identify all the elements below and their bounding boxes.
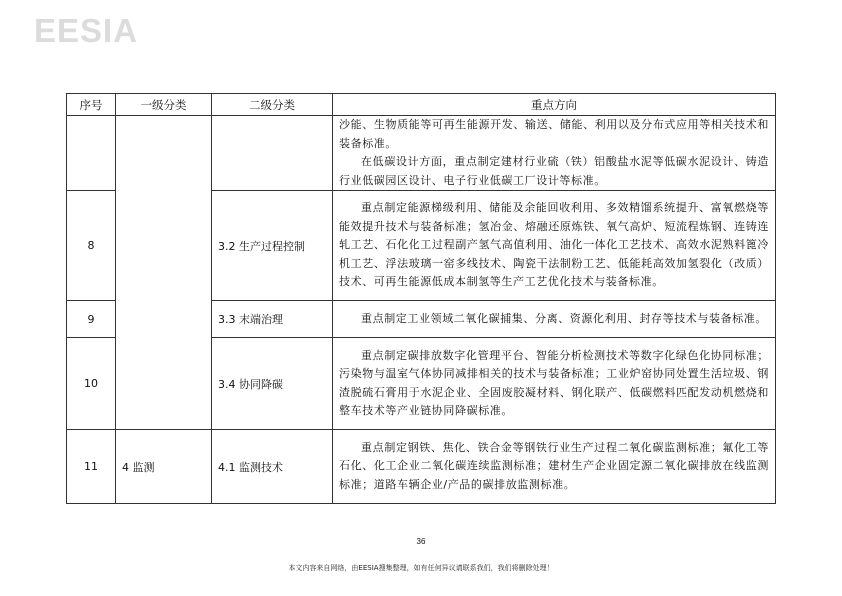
focus-text: 重点制定能源梯级利用、储能及余能回收利用、多效精馏系统提升、富氧燃烧等能效提升技术与装备标准；氢冶金、熔融还原炼铁、氧气高炉、短流程炼钢、连铸连轧工艺、石化化工过程副产氢气高值利用、油化一体化工艺技术、高效水泥熟料篦冷机工艺、浮法玻璃一窑多线技术、陶瓷干法制粉工艺、低能耗高效加氢裂化（改质）技术、可再生能源低成本制氢等生产工艺优化技术与装备标准。	[339, 201, 769, 289]
cell-focus	[333, 191, 776, 301]
cell-level2	[212, 191, 333, 301]
cell-serial: 11	[67, 430, 116, 504]
level2-label: 3.2 生产过程控制	[218, 239, 305, 253]
cell-serial: 9	[67, 301, 116, 338]
focus-text: 重点制定钢铁、焦化、铁合金等钢铁行业生产过程二氧化碳监测标准；氟化工等石化、化工企业二氧化碳连续监测标准；建材生产企业固定源二氧化碳排放在线监测标准；道路车辆企业/产品的碳排放监测标准。	[339, 440, 769, 491]
cell-level2	[212, 116, 333, 191]
focus-text: 重点制定碳排放数字化管理平台、智能分析检测技术等数字化绿色化协同标准；污染物与温室气体协同减排相关的技术与装备标准；工业炉窑协同处置生活垃圾、钢渣脱硫石膏用于水泥企业、全固废胶凝材料、钢化联产、低碳燃料匹配发动机燃烧和整车技术等产业链协同降碳标准。	[339, 348, 769, 417]
table-row-continuation	[67, 116, 776, 191]
cell-level2	[212, 338, 333, 430]
cell-level2	[212, 430, 333, 504]
header-serial: 序号	[67, 94, 116, 116]
cell-focus	[333, 116, 776, 191]
cell-serial	[67, 116, 116, 191]
level2-label: 4.1 监测技术	[218, 460, 283, 474]
level2-label: 3.4 协同降碳	[218, 377, 283, 391]
cell-focus	[333, 301, 776, 338]
standards-table	[66, 93, 776, 504]
table-row	[67, 430, 776, 504]
table-header-row	[67, 94, 776, 116]
header-level2: 二级分类	[212, 94, 333, 116]
level2-label: 3.3 末端治理	[218, 313, 283, 326]
cell-level1-merged	[116, 116, 212, 430]
header-focus: 重点方向	[333, 94, 776, 116]
focus-text: 在低碳设计方面，重点制定建材行业硫（铁）铝酸盐水泥等低碳水泥设计、铸造行业低碳园区设计、电子行业低碳工厂设计等标准。	[339, 155, 769, 187]
level1-label: 4 监测	[122, 460, 155, 474]
page-number: 36	[416, 537, 426, 546]
eesia-logo: EESIA	[34, 12, 139, 49]
cell-serial: 8	[67, 191, 116, 301]
focus-text: 重点制定工业领域二氧化碳捕集、分离、资源化利用、封存等技术与装备标准。	[361, 311, 767, 325]
cell-level1	[116, 430, 212, 504]
header-level1: 一级分类	[116, 94, 212, 116]
focus-text: 沙能、生物质能等可再生能源开发、输送、储能、利用以及分布式应用等相关技术和装备标准。	[339, 118, 769, 150]
cell-focus	[333, 338, 776, 430]
cell-focus	[333, 430, 776, 504]
cell-level2	[212, 301, 333, 338]
footer-disclaimer: 本文内容来自网络，由EESIA搜集整理，如有任何异议请联系我们，我们将删除处理！	[288, 564, 554, 572]
cell-serial: 10	[67, 338, 116, 430]
